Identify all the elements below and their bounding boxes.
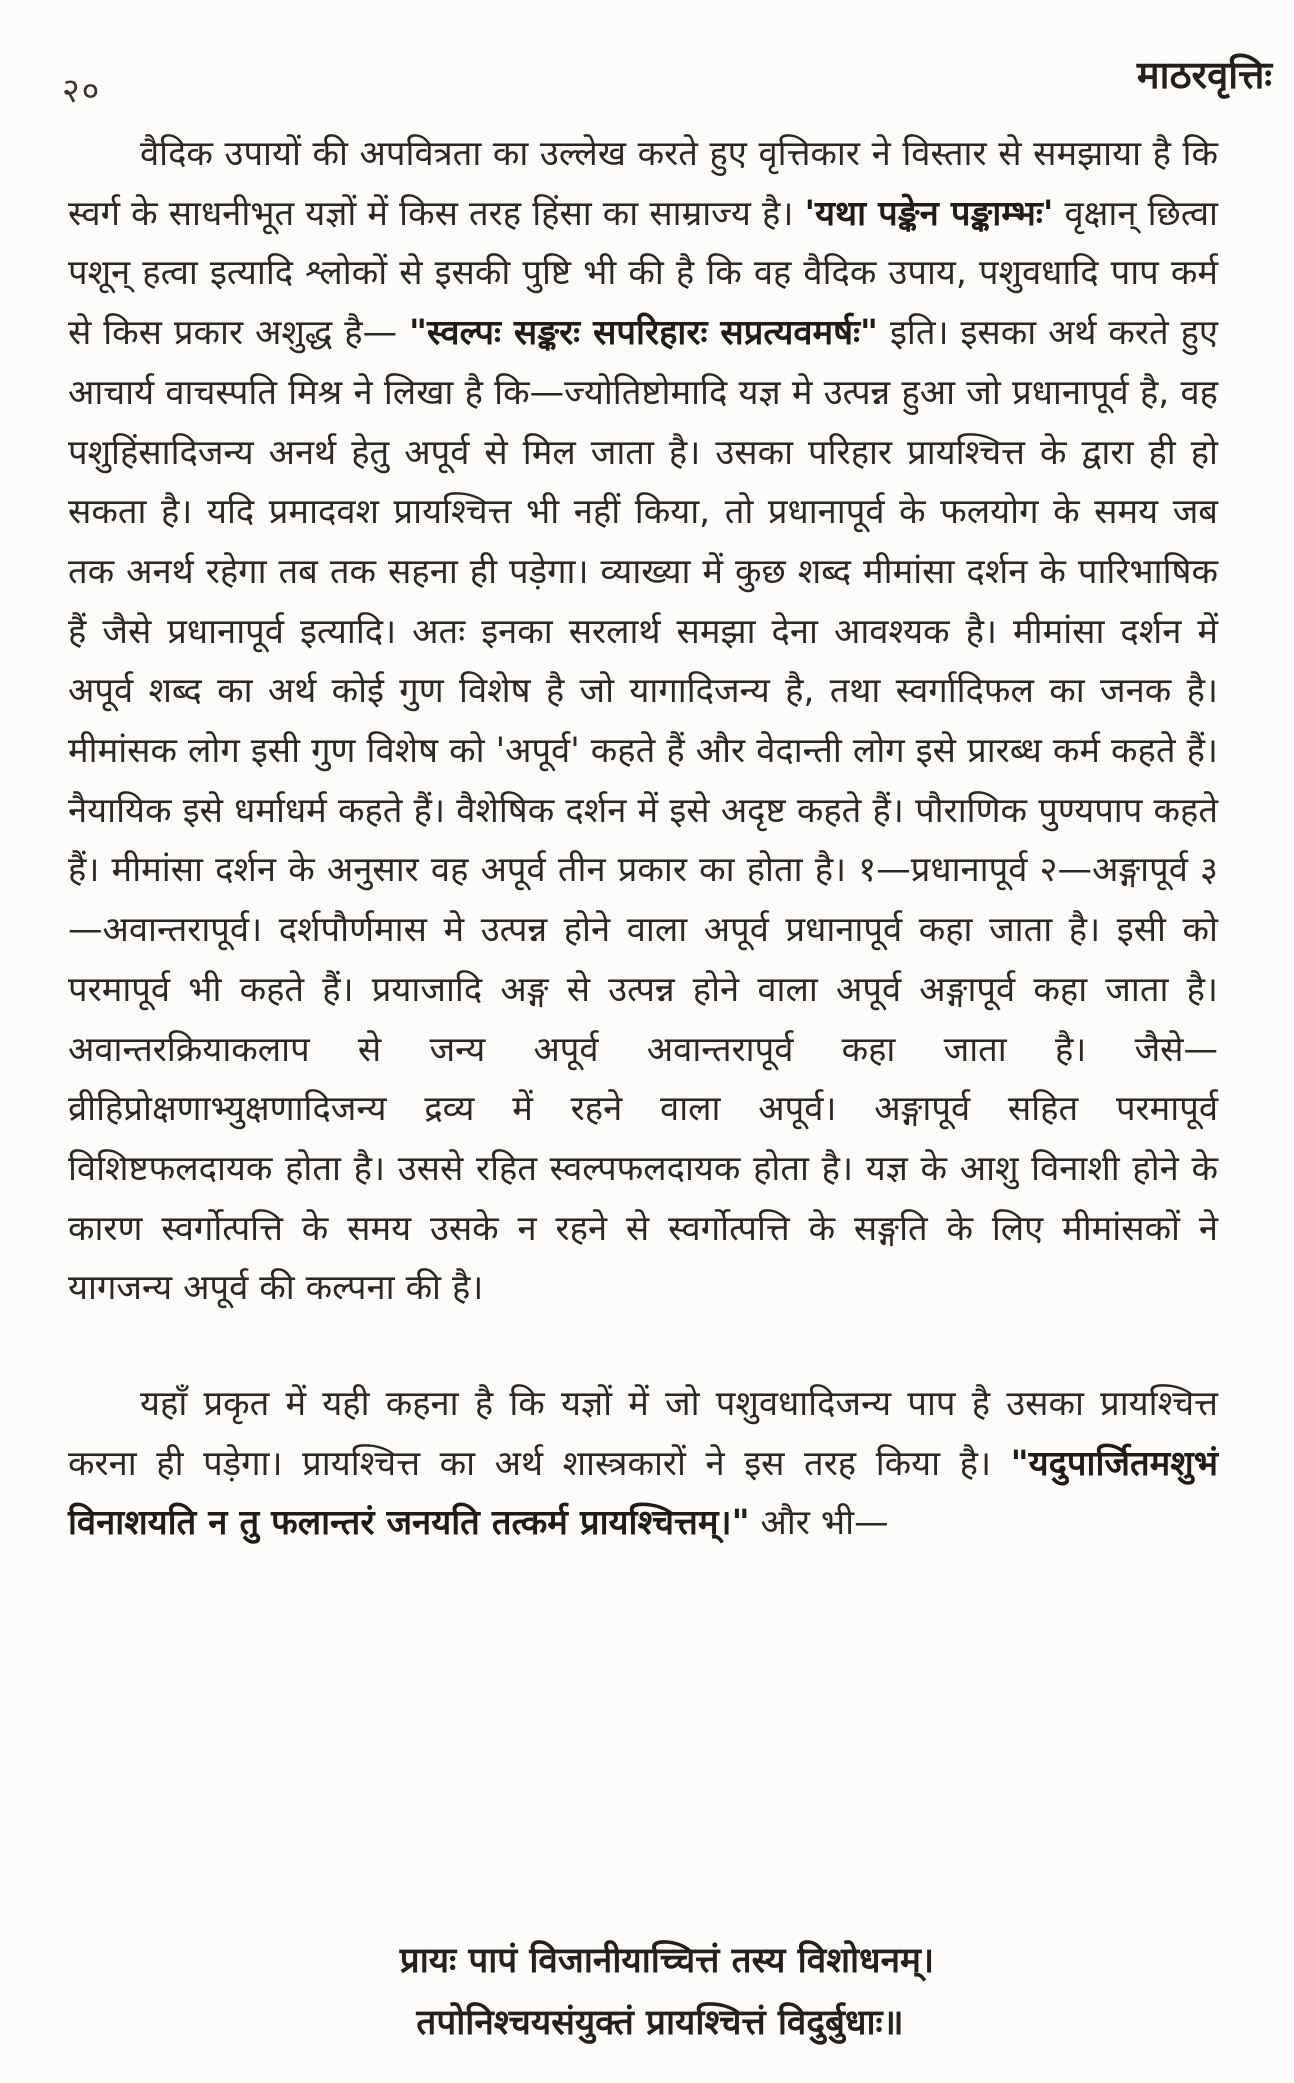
paragraph-2-part1: यहाँ प्रकृत में यही कहना है कि यज्ञों में जो पशुवधादिजन्य पाप है उसका प्रायश्चित्त करना ही पड़ेगा। प्रायश्चित्त का अर्थ शास्त्रकारों ने इस तरह किया है। (68, 1384, 1218, 1484)
verse-block (0, 1930, 1294, 2054)
page-header (0, 48, 1294, 111)
verse-line-1: प्रायः पापं विजानीयाच्चित्तं तस्य विशोधनम्। (399, 1941, 935, 1981)
running-head: माठरवृत्तिः (1136, 53, 1272, 97)
paragraph-1-quote1: 'यथा पङ्केन पङ्काम्भः' (804, 193, 1054, 234)
page-number: २० (62, 71, 102, 111)
paragraph-1-quote2: "स्वल्पः सङ्करः सपरिहारः सप्रत्यवमर्षः" (409, 313, 879, 354)
paragraph-1-part2: वृक्षान् छित्वा पशून् हत्वा इत्यादि श्लोकों से इसकी पुष्टि भी की है कि वह वैदिक उपाय, पशुवधादि पाप कर्म से किस प्रकार अशुद्ध है— (68, 193, 1218, 354)
verse-line-2: तपोनिश्चयसंयुक्तं प्रायश्चित्तं विदुर्बुधाः॥ (416, 2003, 904, 2043)
body-text (68, 125, 1218, 1554)
paragraph-2 (68, 1375, 1218, 1554)
paragraph-1-part1: वैदिक उपायों की अपवित्रता का उल्लेख करते हुए वृत्तिकार ने विस्तार से समझाया है कि स्वर्ग के साधनीभूत यज्ञों में किस तरह हिंसा का साम्राज्य है। (68, 134, 1218, 234)
paragraph-2-quote: "यदुपार्जितमशुभं विनाशयति न तु फलान्तरं जनयति तत्कर्म प्रायश्चित्तम्।" (68, 1443, 1218, 1544)
paragraph-1-part3: इति। इसका अर्थ करते हुए आचार्य वाचस्पति मिश्र ने लिखा है कि—ज्योतिष्टोमादि यज्ञ मे उत्पन्न हुआ जो प्रधानापूर्व है, वह पशुहिंसादिजन्य अनर्थ हेतु अपूर्व से मिल जाता है। उसका परिहार प्रायश्चित्त के द्वारा ही हो सकता है। यदि प्रमादवश प्रायश्चित्त भी नहीं किया, तो प्रधानापूर्व के फलयोग के समय जब तक अनर्थ रहेगा तब तक सहना ही पड़ेगा। व्याख्या में कुछ शब्द मीमांसा दर्शन के पारिभाषिक हैं जैसे प्रधानापूर्व इत्यादि। अतः इनका सरलार्थ समझा देना आवश्यक है। मीमांसा दर्शन में अपूर्व शब्द का अर्थ कोई गुण विशेष है जो यागादिजन्य है, तथा स्वर्गादिफल का जनक है। मीमांसक लोग इसी गुण विशेष को 'अपूर्व' कहते हैं और वेदान्ती लोग इसे प्रारब्ध कर्म कहते हैं। नैयायिक इसे धर्माधर्म कहते हैं। वैशेषिक दर्शन में इसे अदृष्ट कहते हैं। पौराणिक पुण्यपाप कहते हैं। मीमांसा दर्शन के अनुसार वह अपूर्व तीन प्रकार का होता है। १—प्रधानापूर्व २—अङ्गापूर्व ३—अवान्तरापूर्व। दर्शपौर्णमास मे उत्पन्न होने वाला अपूर्व प्रधानापूर्व कहा जाता है। इसी को परमापूर्व भी कहते हैं। प्रयाजादि अङ्ग से उत्पन्न होने वाला अपूर्व अङ्गापूर्व कहा जाता है। अवान्तरक्रियाकलाप से जन्य अपूर्व अवान्तरापूर्व कहा जाता है। जैसे—व्रीहिप्रोक्षणाभ्युक्षणादिजन्य द्रव्य में रहने वाला अपूर्व। अङ्गापूर्व सहित परमापूर्व विशिष्टफलदायक होता है। उससे रहित स्वल्पफलदायक होता है। यज्ञ के आशु विनाशी होने के कारण स्वर्गोत्पत्ति के समय उसके न रहने से स्वर्गोत्पत्ति के सङ्गति के लिए मीमांसकों ने यागजन्य अपूर्व की कल्पना की है। (68, 313, 1218, 1309)
paragraph-1 (68, 125, 1218, 1319)
paragraph-2-part2: और भी— (749, 1503, 889, 1544)
